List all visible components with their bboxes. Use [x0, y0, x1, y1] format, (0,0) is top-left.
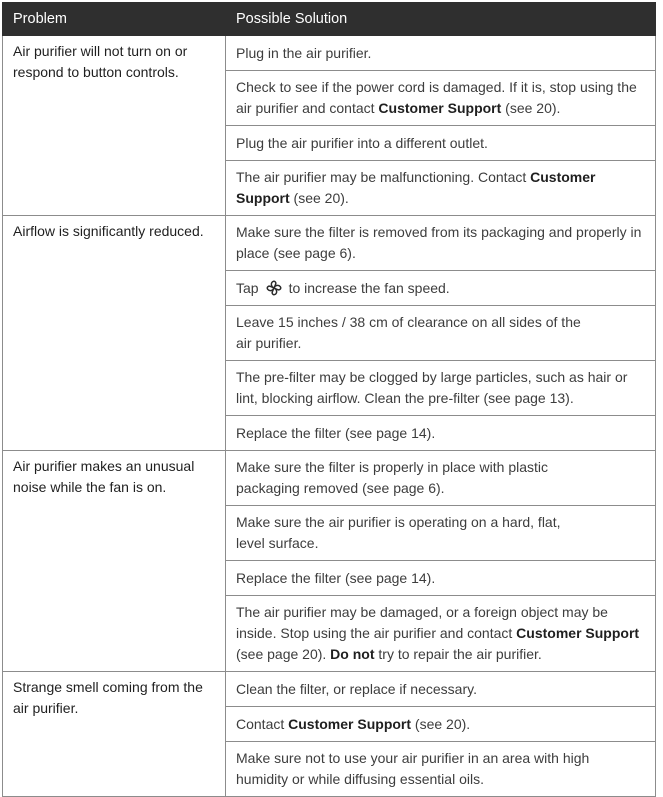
problem-cell: Strange smell coming from the air purifier.: [3, 672, 226, 797]
customer-support-label: Customer Support: [516, 625, 640, 641]
column-header-solution: Possible Solution: [226, 3, 656, 36]
problem-cell: Airflow is significantly reduced.: [3, 216, 226, 451]
solution-cell: Make sure not to use your air purifier in an area with high humidity or while diffusing essential oils.: [226, 742, 656, 797]
problem-cell: Air purifier will not turn on or respond to button controls.: [3, 36, 226, 216]
solution-cell: Make sure the filter is removed from its packaging and properly in place (see page 6).: [226, 216, 656, 271]
troubleshooting-table: [2, 2, 656, 797]
fan-icon: [265, 279, 283, 297]
customer-support-label: Customer Support: [378, 100, 502, 116]
table-row: [3, 216, 656, 271]
solution-cell: Replace the filter (see page 14).: [226, 416, 656, 451]
table-row: [3, 672, 656, 707]
solution-cell: Contact Customer Support (see 20).: [226, 707, 656, 742]
table-row: [3, 451, 656, 506]
solution-cell: The air purifier may be damaged, or a foreign object may be inside. Stop using the air purifier and contact Customer Support (see page 20). Do not try to repair the air purifier.: [226, 596, 656, 672]
solution-cell: Make sure the filter is properly in place with plastic packaging removed (see page 6).: [226, 451, 656, 506]
customer-support-label: Customer Support: [236, 169, 596, 206]
warning-label: Do not: [330, 646, 375, 662]
solution-cell: Clean the filter, or replace if necessary.: [226, 672, 656, 707]
solution-cell: Make sure the air purifier is operating on a hard, flat, level surface.: [226, 506, 656, 561]
solution-cell: Check to see if the power cord is damaged. If it is, stop using the air purifier and contact Customer Support (see 20).: [226, 71, 656, 126]
solution-cell: Replace the filter (see page 14).: [226, 561, 656, 596]
table-header-row: [3, 3, 656, 36]
column-header-problem: Problem: [3, 3, 226, 36]
solution-cell: The pre-filter may be clogged by large particles, such as hair or lint, blocking airflow. Clean the pre-filter (see page 13).: [226, 361, 656, 416]
table-row: [3, 36, 656, 71]
solution-cell: Tap to increase the fan speed.: [226, 271, 656, 306]
solution-cell: Leave 15 inches / 38 cm of clearance on all sides of the air purifier.: [226, 306, 656, 361]
solution-cell: The air purifier may be malfunctioning. Contact Customer Support (see 20).: [226, 161, 656, 216]
problem-cell: Air purifier makes an unusual noise while the fan is on.: [3, 451, 226, 672]
solution-cell: Plug in the air purifier.: [226, 36, 656, 71]
solution-cell: Plug the air purifier into a different outlet.: [226, 126, 656, 161]
customer-support-label: Customer Support: [288, 715, 412, 732]
